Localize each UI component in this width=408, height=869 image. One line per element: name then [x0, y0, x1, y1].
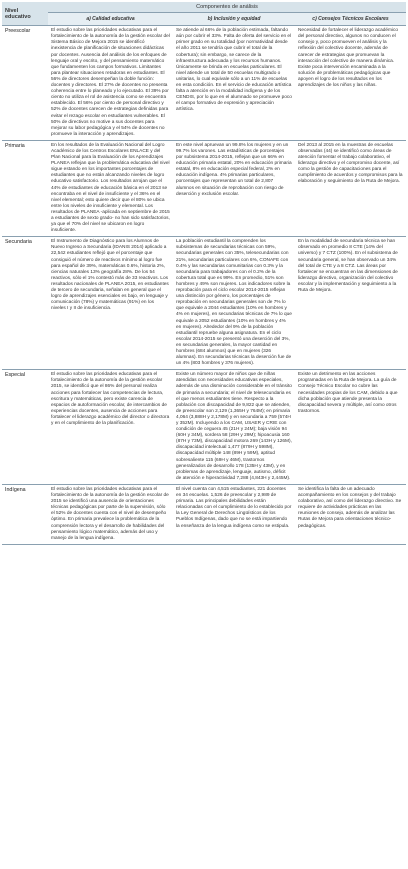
- row-primaria: [2, 140, 406, 236]
- col-header-calidad: a) Calidad educativa: [48, 13, 173, 26]
- cell-calidad: El estudio sobre las prioridades educativas para el fortalecimiento de la autonomía de la gestión escolar 2015, se identificó que el 86% del personal realiza acciones para fortalecer las competencias de lectura, escritura y matemáticas, pero existe carencia de espacios de autoformación escolar, de intercambios de experiencias docentes, ausencia de acciones para fortalecer el liderazgo académico del director o directora y en el cumplimiento de la planificación.: [48, 370, 173, 485]
- cell-calidad: En los resultados de la Evaluación Nacional del Logro Académico de los Centros Escolares ENLACE y del Plan Nacional para la Evaluación de los Aprendizajes PLANEA reflejan que la problemática educativa del nivel sigue estando en los importantes porcentajes de estudiantes que no están alcanzando niveles de logro educativo satisfactorio. Los resultados arrojan que el 44% de estudiantes de educación básica en el 2013 se encontraba en el nivel de insuficiente y el 36% en el nivel elemental; esto quiere decir que el 80% se ubica entre los niveles de insuficiente y elemental. Los resultados de PLANEA -aplicada en septiembre de 2015 a estudiantes de sexto grado- no han sido satisfactorios, ya que el 70% del nivel se ubicaron en logro insuficiente.: [48, 140, 173, 236]
- row-especial: [2, 370, 406, 485]
- cell-inclusion: En este nivel apruevan un 99.8% los mujeres y en un 99.7% los varones. Las estadísticas de porcentajes por subsistema 2014-2015, reflejan que un 66% en educación primaria estatal, 20% en educación primaria estatal, 8% en educación especial federal, 2% en educación indígena. 4% primarias particulares, porcentajes que representan un total de 2,807 alumnos en situación de reprobación con riesgo de deserción y exclusión escolar.: [173, 140, 295, 236]
- cell-consejos: Del 2013 al 2015 en la muestras de escuelas observadas (44) se identificó como áreas de atención fomentar el trabajo colaborativo, el liderazgo directivo y el compromiso docente, así como la gestión de capacitaciones para el cumplimiento de acuerdos y compromisos para la elaboración y seguimiento de la Ruta de Mejora.: [295, 140, 406, 236]
- col-header-consejos: c) Consejos Técnicos Escolares: [295, 13, 406, 26]
- cell-inclusion: La población estudiantil la comprenden los subsistemas de secundarias técnicas con 59%, secundarias generales con 35%, telesecundarias con 21%, secundarias particulares con 6%, CONAFE con 0.4% y las secundarias comunitarias con 0.3% y la secundaria para trabajadores con el 0.2% de la cobertura total que es 99%. En promedio, 51% son hombres y 49% son mujeres. Los indicadores sobre la reprobación para el ciclo escolar 2014-2015 reflejan una distinción por género, los porcentajes de reprobación en secundarias generales son de 7% lo que equivale a 2044 estudiantes (10% en hombres y 4% en mujeres), en secundarias técnicas de 7% lo que equivale a 2052 estudiantes (10% en hombres y 4% en mujeres). Alrededor del 9% de la población estudiantil repruebe alguna asignatura. En el ciclo escolar 2014-2015 se presentó una deserción del 3%, en secundarias generales, la mayor cantidad en hombres (684 alumnos) que en mujeres (326 alumnas). En secundarias técnicas la deserción fue de un 4% (803 hombres y 376 mujeres).: [173, 237, 295, 370]
- nivel-header-line1: Nivel: [5, 7, 19, 14]
- components-table: [2, 2, 406, 545]
- level-label: Preescolar: [2, 26, 48, 141]
- row-indigena: [2, 484, 406, 544]
- cell-consejos: Necesidad de fortalecer el liderazgo académico del personal directivo, algunos no conducen el consejo y, poco promueven el análisis y la reflexión del colectivo docente, además de carecer de estrategias que promuevan la interacción del colectivo de manera dinámica. Existe poca intervención encaminada a la solución de problemáticas pedagógicas que apoyen el logro de los resultados en los aprendizajes de los niños y las niñas.: [295, 26, 406, 141]
- cell-inclusion: El nivel cuenta con 4,515 estudiantes, 221 docentes en 34 escuelas. 1,526 de preescolar y 2,989 de primaria. Las principales debilidades están relacionadas con el cumplimiento de lo establecido por la Ley General de Derechos Lingüísticos de los Pueblos Indígenas, dado que no se está impartiendo la enseñanza de la lengua indígena como se estipula.: [173, 484, 295, 544]
- cell-calidad: El estudio sobre las prioridades educativas para el fortalecimiento de la autonomía de la gestión escolar del Sistema Básico de Mejora 2015 se identificó inexistencia de planificación de situaciones didácticas por docentes. Ausencia del análisis de los enfoques de lenguaje oral y escrito, y del pensamiento matemático que fundamenten los campos formativos. Limitantes para plantear situaciones retadoras en estudiantes. El 56% de directores desempeñan la doble función: docentes y directores. El 27% de docentes no presenta coherencia entre lo planeado y lo ejecutado. El 39% por ciento no utiliza el rol de asistencia como se encuentra establecido. El 56% por ciento de personal directivo y 52% de docentes carecen de estrategias definidas para evitar el rezago escolar en estudiantes vulnerables. El 50% de directivos no motive a sus docentes para mejorar su labor pedagógica y el 54% de docentes no promueve la interacción y aprendizajes.: [48, 26, 173, 141]
- level-label: Especial: [2, 370, 48, 485]
- cell-consejos: Se identifica la falta de un adecuado acompañamiento en los consejos y del trabajo colaborativo, así como del liderazgo directivo. Se requiere de actividades prácticas en las reuniones de consejo, además de analizar las Rutas de Mejora para orientaciones técnico-pedagógicas.: [295, 484, 406, 544]
- level-label: Secundaria: [2, 237, 48, 370]
- cell-calidad: El estudio sobre las prioridades educativas para el fortalecimiento de la autonomía de la gestión escolar de 2015 se identificó una ausencia de orientaciones técnicas pedagógicas por parte de la supervisión, sólo el 52% de docentes cuenta con el nivel de desempeño óptimo. En primaria prevalece la problemática de la comprensión lectora y el desarrollo de habilidades del pensamiento lógico matemático, además del uso y manejo de la lengua indígena.: [48, 484, 173, 544]
- row-preescolar: [2, 26, 406, 141]
- cell-consejos: Existe un detrimento en las acciones programadas en la Ruta de Mejora. La guía de Consejo Técnico Escolar no cubre las necesidades propias de los CAM, debido a que dicha población que atiende presenta la discapacidad severa y múltiple, así como otros trastornos.: [295, 370, 406, 485]
- level-label: Primaria: [2, 140, 48, 236]
- cell-calidad: El Instrumento de Diagnóstico para los Alumnos de Nuevo Ingreso a Secundaria (IDANIS 2014) aplicado a 22,542 estudiantes reflejó que el porcentaje que consiguió el número de reactivos mínimo al logro fue para español de 39%, matemáticas 0.6%, historia 2%, ciencias naturales 13% geografía 28%. De los 54 reactivos, sólo el 1% contestó más de 33 reactivos. Los resultados nacionales de PLANEA 2015, en estudiantes de tercero de secundaria, señalan en general que el logro de aprendizajes esenciales es bajo, en lenguaje y comunicación (78%) y matemáticas (91%) en los niveles I y II de insuficiencia.: [48, 237, 173, 370]
- cell-inclusion: Se atiende al 66% de la población estimada, faltando aún por cubrir el 33%. Falta de oferta del servicio en el primer grado en su totalidad (por normatividad desde el año 2011 se tendría que cubrir el total de la cobertura); sin embargo, se carece de la infraestructura adecuada y los recursos humanos. Únicamente se brinda en escuelas particulares. El nivel atiende un total de 50 escuelas multigrado o unitarias, lo cual equivale sólo a un 11% de escuelas en esta condición. En el servicio de educación artística falta a atención en la modalidad indígena y de los CENDIS, por lo que en el alumnado se promueve poco el campo formativo de expresión y apreciación artística.: [173, 26, 295, 141]
- cell-consejos: En la modalidad de secundaria técnica se han observado en promedio 8 CTE (14% del universo) y 7 CTZ (100%). En el subsistema de secundaria general, se han observado un 34% del total de CTE y a 8 CTZ. Las áreas por fortalecer se encuentran en las dimensiones de liderazgo directivo, organización del colectivo escolar y la implementación y seguimiento a la Ruta de Mejora.: [295, 237, 406, 370]
- cell-inclusion: Existe un número mayor de niños que de niñas atendidas con necesidades educativas especiales, además de una disminución considerable en el tránsito de primaria a secundaria; el nivel de telesecundaria es el que menos estudiantes tiene. Respecto a la población con discapacidad de 9,822 que se atienden, de preescolar son 2,129 (1,365H y 764M); en primaria 4,064 (3,888H y 2,178M) y en secundaria a 759 (574H y 352M). Incluyendo a los CAM, USAER y CRIE con condición de ceguera 45 (21H y 24M); baja visión 94 (60H y 34M), sordera 58 (29H y 29M); hipoacusia 160 (87H y 73M), discapacidad motora 269 (143H y 126M), discapacidad intelectual 1,477 (879H y 598M), discapacidad múltiple 148 (89H y 59M), aptitud sobresaliente 115 (69H y 46M), trastornos generalizados de desarrollo 178 (135H y 43M), y en problemas de aprendizaje, lenguaje, autismo, déficit de atención e hiperactividad 7,288 (4,843H y 2,445M).: [173, 370, 295, 485]
- components-title: Componentes de análisis: [48, 2, 406, 13]
- nivel-educativo-header: [2, 2, 48, 26]
- row-secundaria: [2, 237, 406, 370]
- level-label: Indígena: [2, 484, 48, 544]
- nivel-header-line2: educativo: [5, 13, 31, 20]
- col-header-inclusion: b) Inclusión y equidad: [173, 13, 295, 26]
